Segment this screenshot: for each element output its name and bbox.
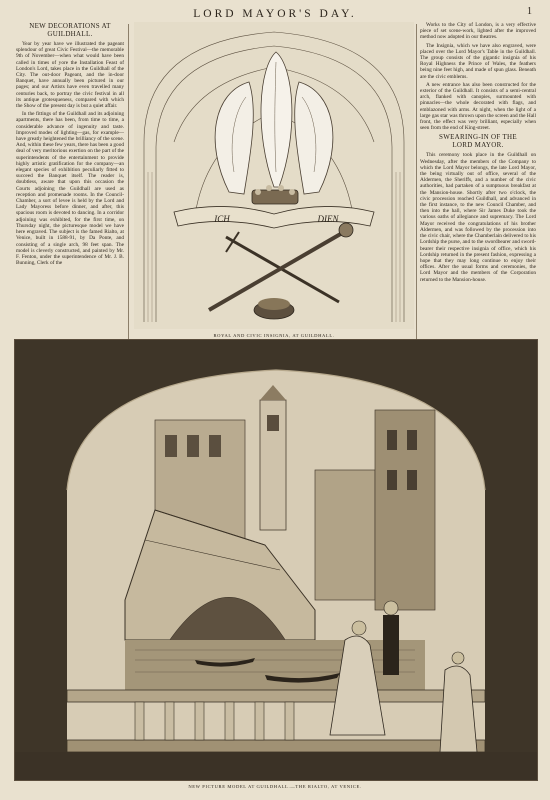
grand-canal xyxy=(125,640,425,690)
motto-left-text: ICH xyxy=(214,214,230,224)
rialto-engraving xyxy=(14,339,538,781)
right-paragraph: The Insignia, which we have also engraved, were placed over the Lord Mayor's Table in the Guildhall. The group consists of the gigantic insignia of his Royal Highness the Prince of Wales, the feathers being nine feet high, and made of spun glass. Beneath are the civic emblems. xyxy=(420,42,536,80)
prince-of-wales-feathers xyxy=(215,52,333,194)
right-heading-line2: LORD MAYOR. xyxy=(452,141,504,150)
left-article-heading xyxy=(16,22,124,38)
campanile-tower xyxy=(260,385,286,530)
motto-right-text: DIEN xyxy=(317,214,339,224)
left-paragraph: In the fittings of the Guildhall and its adjoining apartments, there has been, from time to time, a considerable advance of ingenuity and taste. Improved modes of lighting—gas, for example—have greatly heightened the brilliancy of the scene. And, within these few years, there has been a good deal of very meritorious exertion on the part of the superintendents of the entertainment to provide highly artistic gratification for the company—an elegant species of exhibition peculiarly fitted to succeed the Banquet itself. The reader is, doubtless, aware that upon this occasion the Courts adjoining the Guildhall are used as reception and promenade rooms. In the Council-Chamber, a sort of levee is held by the Lord and Lady Mayoress before dinner, and after, this spacious room is devoted to dancing. In a corridor adjoining was exhibited, for the first time, on Thursday night, the picturesque model we have here engraved. The subject is the famed Rialto, at Venice, built in 1588-91, by Da Ponte, and consisting of a single arch, 98 feet span. The model is cleverly constructed, and painted by Mr. F. Fenton, under the superintendence of Mr. J. B. Bunning, Clerk of the xyxy=(16,111,124,267)
insignia-engraving xyxy=(134,22,414,329)
right-article-heading xyxy=(420,133,536,149)
masthead-title: LORD MAYOR'S DAY. xyxy=(193,8,357,20)
left-paragraph: Year by year have we illustrated the pageant splendour of great Civic Festival—the memorable 9th of November—when what would have been called in times of yore the Installation Feast of London's Lord, takes place in the Guildhall of the City. The out-door Pageant, and the in-door Banquet, have annually been pictured in our pages; and our Artists have even travelled many centuries back, to portray the civic festival in all its antique grotesqueness, compared with which the Show of the present day is but a quiet affair. xyxy=(16,41,124,110)
civic-cap xyxy=(254,298,294,319)
page-number: 1 xyxy=(527,6,532,17)
right-paragraph: A new entrance has also been constructed for the exterior of the Guildhall. It consists of a semi-central arch, flanked with canopies, surmounted with pinnacles—the whole decorated with flags, and emblazoned with arms. At night, when the light of a large gas star was thrown upon the screen and the Hall front, the effect was very brilliant, especially when seen from the end of King-street. xyxy=(420,81,536,132)
floor xyxy=(15,752,537,780)
rialto-caption: NEW PICTURE MODEL AT GUILDHALL.—THE RIALTO, AT VENICE. xyxy=(188,784,362,789)
right-paragraph: This ceremony took place in the Guildhall on Wednesday, after the members of the Company to which the Lord Mayor belongs, the late Lord Mayor, the being virtually out of office, several of the Aldermen, the Sheriffs, and a number of the civic authorities, had partaken of a sumptuous breakfast at the Mansion-house. Shortly after two o'clock, the civic procession reached Guildhall, and advanced in the first instance, to the new Council Chamber, and then into the hall, where Sir James Duke took the various oaths of allegiance and supremacy. The Lord Mayor received the congratulations of his brother Aldermen, and was followed by the procession into the civic chair, where the Chamberlain delivered to his Lordship the purse, and to the swordbearer and sword-bearer their respective insignia of office, which his Lordship returned in the present fashion, expressing a hope that they may long continue to enjoy their offices. After the usual forms and ceremonies, the Lord Mayor and the members of the Corporation returned to the Mansion-house. xyxy=(420,152,536,283)
left-heading-line1: NEW DECORATIONS AT xyxy=(29,22,111,30)
right-heading-line1: SWEARING-IN OF THE xyxy=(439,133,517,142)
insignia-caption: ROYAL AND CIVIC INSIGNIA, AT GUILDHALL. xyxy=(213,333,335,338)
left-heading-line2: GUILDHALL. xyxy=(47,30,93,38)
right-paragraph: Works to the City of London, is a very effective piece of set scene-work, lighted after the improved method now adopted in our theatres. xyxy=(420,22,536,41)
coronet xyxy=(252,185,298,204)
